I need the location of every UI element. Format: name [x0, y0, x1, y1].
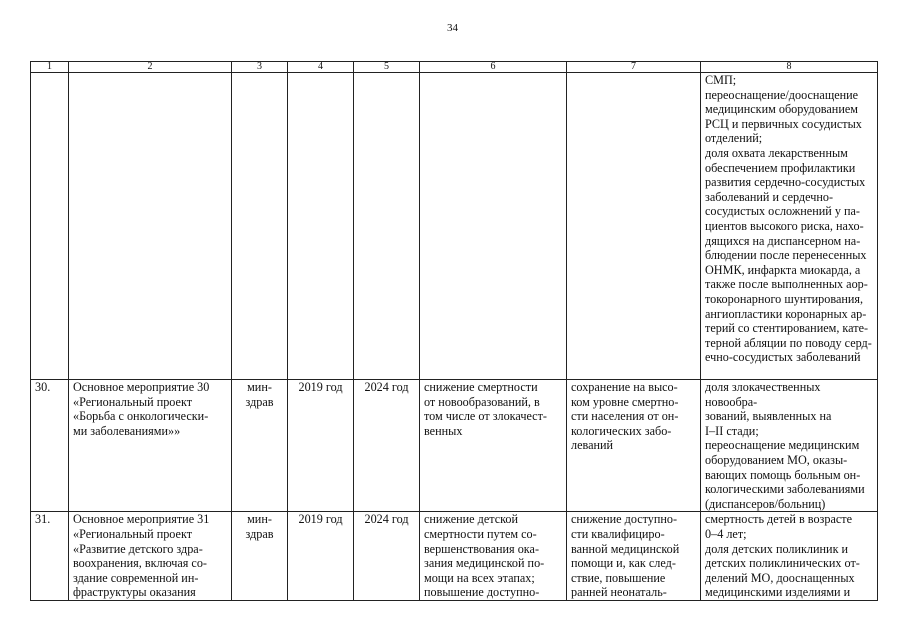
indicators: СМП; переоснащение/дооснащение медицинским оборудованием РСЦ и первичных сосудистых отделений; доля охвата лекарственным обеспечением профилактики развития сердечно-сосудистых заболеваний и сердечно- сосудистых осложнений у па- циентов высокого риска, нахо- дящихся на диспансерном на- блюдении после перенесенных ОНМК, инфаркта миокарда, а также после выполненных аор- токоронарного шунтирования, ангиопластики коронарных ар- терий со стентированием, кате- терной абляции по поводу серд- ечно-сосудистых заболеваний: [701, 73, 878, 380]
column-number-row: [31, 62, 878, 73]
col-header-5: 5: [354, 62, 420, 73]
measure-name: Основное мероприятие 31 «Региональный проект «Развитие детского здра- воохранения, включая со- здание современной ин- фраструктуры оказания: [69, 512, 232, 601]
non-implementation-consequence: снижение доступно- сти квалифициро- ванной медицинской помощи и, как след- ствие, повышение ранней неонаталь-: [567, 512, 701, 601]
executor: мин- здрав: [232, 512, 288, 601]
page-number: 34: [447, 22, 458, 34]
table-row: [31, 380, 878, 512]
table-row: [31, 512, 878, 601]
col-header-6: 6: [420, 62, 567, 73]
row-number: [31, 73, 69, 380]
end-year: [354, 73, 420, 380]
end-year: 2024 год: [354, 380, 420, 512]
executor: [232, 73, 288, 380]
table-row: [31, 73, 878, 380]
col-header-7: 7: [567, 62, 701, 73]
executor: мин- здрав: [232, 380, 288, 512]
col-header-3: 3: [232, 62, 288, 73]
expected-effect: снижение детской смертности путем со- вершенствования ока- зания медицинской по- мощи на всех этапах; повышение доступно-: [420, 512, 567, 601]
non-implementation-consequence: сохранение на высо- ком уровне смертно- сти населения от он- кологических забо- леваний: [567, 380, 701, 512]
non-implementation-consequence: [567, 73, 701, 380]
start-year: 2019 год: [288, 512, 354, 601]
expected-effect: снижение смертности от новообразований, в том числе от злокачест- венных: [420, 380, 567, 512]
measures-table: [30, 61, 878, 601]
measure-name: [69, 73, 232, 380]
start-year: 2019 год: [288, 380, 354, 512]
end-year: 2024 год: [354, 512, 420, 601]
col-header-2: 2: [69, 62, 232, 73]
col-header-4: 4: [288, 62, 354, 73]
indicators: смертность детей в возрасте 0–4 лет; доля детских поликлиник и детских поликлинических от- делений МО, дооснащенных медицинскими изделиями и: [701, 512, 878, 601]
measure-name: Основное мероприятие 30 «Региональный проект «Борьба с онкологически- ми заболеваниями»»: [69, 380, 232, 512]
row-number: 31.: [31, 512, 69, 601]
row-number: 30.: [31, 380, 69, 512]
start-year: [288, 73, 354, 380]
expected-effect: [420, 73, 567, 380]
indicators: доля злокачественных новообра- зований, выявленных на I–II стади; переоснащение медицинским оборудованием МО, оказы- вающих помощь больным он- кологическими заболеваниями (диспансеров/больниц): [701, 380, 878, 512]
col-header-8: 8: [701, 62, 878, 73]
col-header-1: 1: [31, 62, 69, 73]
